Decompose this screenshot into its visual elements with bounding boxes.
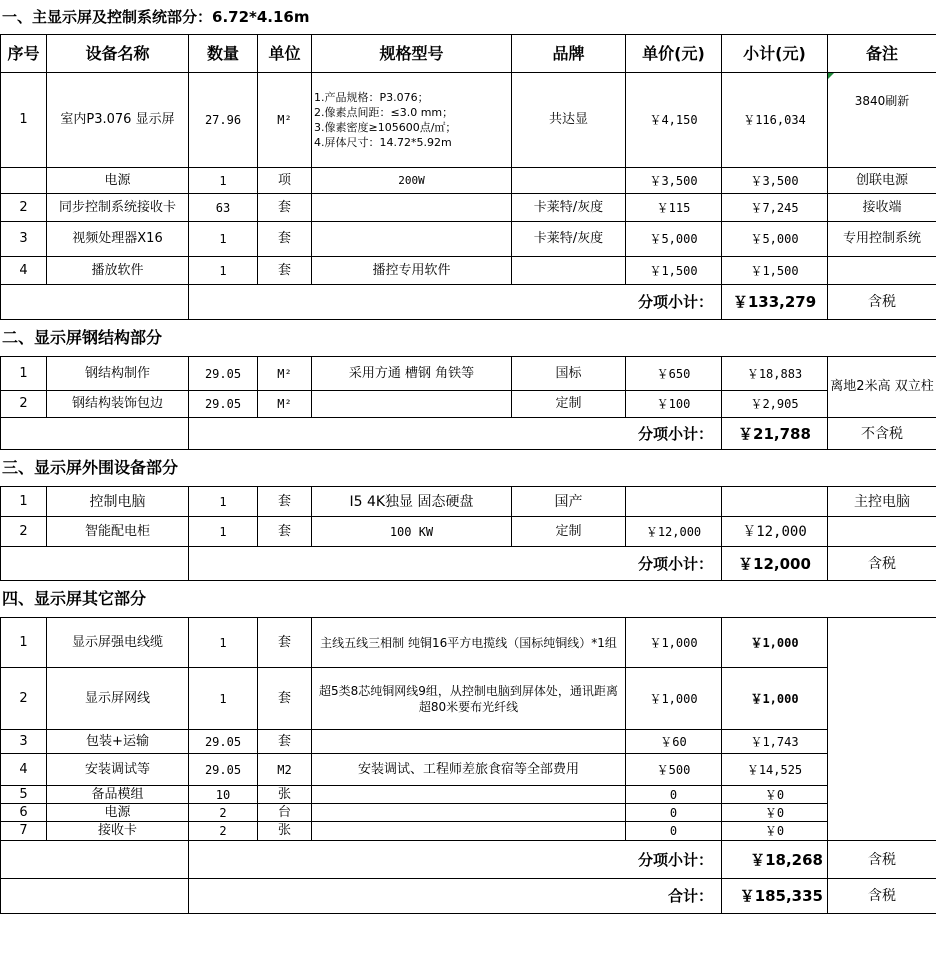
cell-qty: 2	[189, 822, 258, 841]
header-brand: 品牌	[512, 35, 626, 73]
spec-line: 3.像素密度≥105600点/㎡；	[314, 121, 457, 134]
cell-price: 0	[626, 804, 722, 822]
cell-name: 安装调试等	[47, 754, 189, 786]
cell-spec	[312, 822, 626, 841]
subtotal-label: 分项小计：	[189, 285, 722, 320]
cell-subtotal: ￥5,000	[722, 222, 828, 257]
cell-name: 备品模组	[47, 786, 189, 804]
cell-price: ￥5,000	[626, 222, 722, 257]
cell-qty: 2	[189, 804, 258, 822]
subtotal-value: ￥133,279	[722, 285, 828, 320]
cell-unit: 套	[258, 517, 312, 547]
cell-name: 显示屏强电线缆	[47, 618, 189, 668]
header-spec: 规格型号	[312, 35, 512, 73]
cell-note: 离地2米高 双立柱	[828, 357, 936, 418]
cell-price: ￥1,000	[626, 618, 722, 668]
cell-subtotal: ￥18,883	[722, 357, 828, 391]
cell-price: 0	[626, 786, 722, 804]
cell-brand: 卡莱特/灰度	[512, 194, 626, 222]
cell-name: 控制电脑	[47, 487, 189, 517]
cell-no: 2	[1, 194, 47, 222]
table-row	[1, 754, 936, 786]
cell-qty: 29.05	[189, 730, 258, 754]
cell-subtotal: ￥1,743	[722, 730, 828, 754]
cell-price: ￥4,150	[626, 73, 722, 168]
cell-unit: 项	[258, 168, 312, 194]
cell-no: 1	[1, 73, 47, 168]
cell-brand: 定制	[512, 517, 626, 547]
cell-subtotal: ￥1,000	[722, 668, 828, 730]
cell-spec	[312, 730, 626, 754]
header-price: 单价(元)	[626, 35, 722, 73]
section-title-1: 一、主显示屏及控制系统部分：6.72*4.16m	[2, 8, 310, 26]
table-row	[1, 73, 936, 168]
subtotal-label: 分项小计：	[189, 547, 722, 581]
cell-unit: 套	[258, 730, 312, 754]
cell-subtotal: ￥1,500	[722, 257, 828, 285]
cell-subtotal: ￥1,000	[722, 618, 828, 668]
table-section-3	[0, 486, 936, 581]
cell-qty: 63	[189, 194, 258, 222]
cell-price: ￥60	[626, 730, 722, 754]
cell-name: 电源	[47, 804, 189, 822]
cell-spec	[312, 194, 512, 222]
cell-unit: 套	[258, 618, 312, 668]
section-title-4: 四、显示屏其它部分	[2, 589, 147, 608]
total-label: 合计：	[189, 879, 722, 914]
spec-line: 4.屏体尺寸：14.72*5.92m	[314, 136, 452, 149]
table-section-4	[0, 617, 936, 914]
cell-name: 包装+运输	[47, 730, 189, 754]
cell-qty: 1	[189, 517, 258, 547]
cell-no: 4	[1, 257, 47, 285]
spec-line: 1.产品规格：P3.076；	[314, 91, 429, 104]
table-row	[1, 257, 936, 285]
cell-price: ￥1,500	[626, 257, 722, 285]
cell-unit: M²	[258, 73, 312, 168]
cell-spec	[312, 786, 626, 804]
cell-brand: 定制	[512, 391, 626, 418]
cell-price: ￥115	[626, 194, 722, 222]
subtotal-value: ￥21,788	[722, 418, 828, 450]
cell-name: 视频处理器X16	[47, 222, 189, 257]
table-row	[1, 357, 936, 391]
cell-brand	[512, 168, 626, 194]
cell-no: 4	[1, 754, 47, 786]
cell-subtotal: ￥0	[722, 786, 828, 804]
table-row	[1, 804, 936, 822]
cell-price: ￥650	[626, 357, 722, 391]
cell-unit: 套	[258, 257, 312, 285]
cell-unit: 套	[258, 194, 312, 222]
header-name: 设备名称	[47, 35, 189, 73]
cell-unit: 套	[258, 222, 312, 257]
cell-note: 主控电脑	[828, 487, 936, 517]
cell-subtotal: ￥2,905	[722, 391, 828, 418]
cell-qty: 27.96	[189, 73, 258, 168]
cell-spec: 100 KW	[312, 517, 512, 547]
header-row	[1, 35, 936, 73]
cell-name: 钢结构装饰包边	[47, 391, 189, 418]
subtotal-blank	[1, 418, 189, 450]
table-section-1	[0, 34, 936, 320]
table-row	[1, 822, 936, 841]
subtotal-blank	[1, 547, 189, 581]
cell-qty: 1	[189, 618, 258, 668]
subtotal-blank	[1, 841, 189, 879]
cell-qty: 1	[189, 487, 258, 517]
cell-price: ￥1,000	[626, 668, 722, 730]
cell-unit: M²	[258, 357, 312, 391]
cell-spec: 超5类8芯纯铜网线9组，从控制电脑到屏体处，通讯距离超80米要布光纤线	[312, 668, 626, 730]
cell-subtotal: ￥116,034	[722, 73, 828, 168]
table-row	[1, 487, 936, 517]
cell-no: 7	[1, 822, 47, 841]
table-row	[1, 517, 936, 547]
subtotal-row	[1, 841, 936, 879]
subtotal-value: ￥18,268	[722, 841, 828, 879]
subtotal-value: ￥12,000	[722, 547, 828, 581]
spec-line: 2.像素点间距：≤3.0 mm；	[314, 106, 454, 119]
cell-name: 同步控制系统接收卡	[47, 194, 189, 222]
cell-price: ￥500	[626, 754, 722, 786]
cell-unit: M2	[258, 754, 312, 786]
cell-spec	[312, 222, 512, 257]
cell-note: 创联电源	[828, 168, 936, 194]
total-value: ￥185,335	[722, 879, 828, 914]
cell-no: 2	[1, 668, 47, 730]
cell-brand: 卡莱特/灰度	[512, 222, 626, 257]
subtotal-row	[1, 547, 936, 581]
section-title-3: 三、显示屏外围设备部分	[2, 458, 179, 477]
header-subtotal: 小计(元)	[722, 35, 828, 73]
cell-note: 3840刷新	[828, 73, 936, 168]
cell-note	[828, 257, 936, 285]
cell-unit: 张	[258, 822, 312, 841]
cell-no: 3	[1, 730, 47, 754]
table-row	[1, 618, 936, 668]
total-blank	[1, 879, 189, 914]
cell-brand	[512, 257, 626, 285]
cell-price	[626, 487, 722, 517]
cell-note: 接收端	[828, 194, 936, 222]
cell-spec: I5 4K独显 固态硬盘	[312, 487, 512, 517]
cell-qty: 1	[189, 257, 258, 285]
total-note: 含税	[828, 879, 936, 914]
cell-qty: 1	[189, 168, 258, 194]
cell-no: 1	[1, 357, 47, 391]
cell-price: ￥12,000	[626, 517, 722, 547]
header-unit: 单位	[258, 35, 312, 73]
cell-qty: 10	[189, 786, 258, 804]
cell-qty: 1	[189, 668, 258, 730]
cell-unit: 套	[258, 668, 312, 730]
cell-price: ￥100	[626, 391, 722, 418]
cell-unit: M²	[258, 391, 312, 418]
cell-price: 0	[626, 822, 722, 841]
cell-no: 6	[1, 804, 47, 822]
cell-note	[828, 517, 936, 547]
cell-note: 专用控制系统	[828, 222, 936, 257]
cell-spec	[312, 804, 626, 822]
cell-name: 电源	[47, 168, 189, 194]
table-row	[1, 168, 936, 194]
subtotal-label: 分项小计：	[189, 418, 722, 450]
cell-unit: 张	[258, 786, 312, 804]
cell-no: 1	[1, 487, 47, 517]
section-title-2: 二、显示屏钢结构部分	[2, 328, 163, 347]
cell-spec: 播控专用软件	[312, 257, 512, 285]
table-row	[1, 730, 936, 754]
subtotal-note: 含税	[828, 285, 936, 320]
cell-no: 1	[1, 618, 47, 668]
table-row	[1, 668, 936, 730]
cell-brand: 国产	[512, 487, 626, 517]
cell-brand: 国标	[512, 357, 626, 391]
cell-spec: 主线五线三相制 纯铜16平方电揽线（国标纯铜线）*1组	[312, 618, 626, 668]
cell-name: 接收卡	[47, 822, 189, 841]
total-row	[1, 879, 936, 914]
cell-no: 5	[1, 786, 47, 804]
subtotal-note: 不含税	[828, 418, 936, 450]
cell-no: 2	[1, 517, 47, 547]
subtotal-note: 含税	[828, 841, 936, 879]
cell-subtotal: ￥0	[722, 822, 828, 841]
cell-no: 2	[1, 391, 47, 418]
cell-subtotal: ￥7,245	[722, 194, 828, 222]
cell-qty: 1	[189, 222, 258, 257]
cell-spec: 安装调试、工程师差旅食宿等全部费用	[312, 754, 626, 786]
cell-spec	[312, 73, 512, 168]
cell-qty: 29.05	[189, 357, 258, 391]
table-row	[1, 222, 936, 257]
subtotal-blank	[1, 285, 189, 320]
subtotal-note: 含税	[828, 547, 936, 581]
subtotal-row	[1, 418, 936, 450]
cell-subtotal: ￥14,525	[722, 754, 828, 786]
cell-note-empty	[828, 618, 936, 841]
table-row	[1, 786, 936, 804]
cell-name: 显示屏网线	[47, 668, 189, 730]
cell-spec: 采用方通 槽钢 角铁等	[312, 357, 512, 391]
cell-price: ￥3,500	[626, 168, 722, 194]
header-qty: 数量	[189, 35, 258, 73]
cell-unit: 套	[258, 487, 312, 517]
cell-name: 室内P3.076 显示屏	[47, 73, 189, 168]
cell-subtotal: ￥12,000	[722, 517, 828, 547]
table-row	[1, 391, 936, 418]
table-row	[1, 194, 936, 222]
cell-no: 3	[1, 222, 47, 257]
cell-qty: 29.05	[189, 754, 258, 786]
cell-subtotal: ￥3,500	[722, 168, 828, 194]
header-no: 序号	[1, 35, 47, 73]
cell-unit: 台	[258, 804, 312, 822]
subtotal-label: 分项小计：	[189, 841, 722, 879]
cell-name: 播放软件	[47, 257, 189, 285]
cell-subtotal: ￥0	[722, 804, 828, 822]
header-note: 备注	[828, 35, 936, 73]
subtotal-row	[1, 285, 936, 320]
cell-name: 钢结构制作	[47, 357, 189, 391]
cell-name: 智能配电柜	[47, 517, 189, 547]
cell-spec	[312, 391, 512, 418]
cell-spec: 200W	[312, 168, 512, 194]
cell-qty: 29.05	[189, 391, 258, 418]
cell-subtotal	[722, 487, 828, 517]
cell-no	[1, 168, 47, 194]
table-section-2	[0, 356, 936, 450]
cell-brand: 共达显	[512, 73, 626, 168]
